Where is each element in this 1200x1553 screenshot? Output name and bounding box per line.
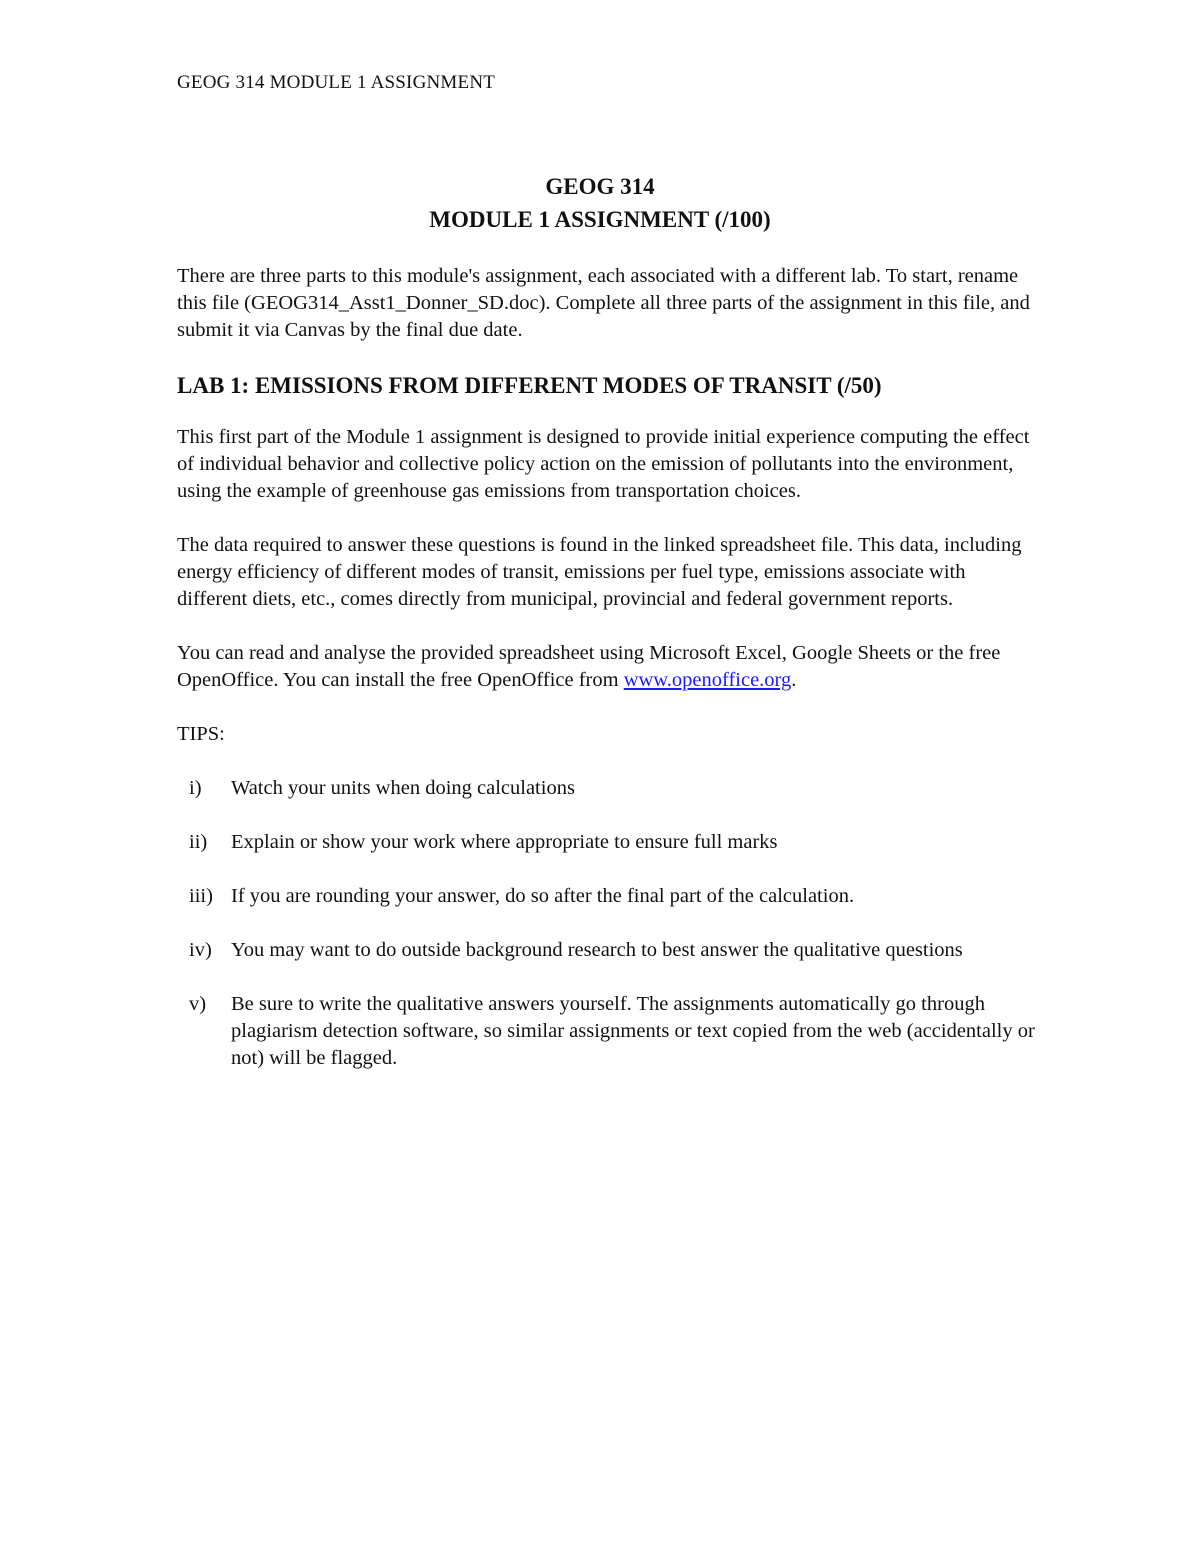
assignment-title: MODULE 1 ASSIGNMENT (/100) <box>429 207 771 232</box>
tip-marker: ii) <box>189 831 208 853</box>
tip-marker: iv) <box>189 939 212 961</box>
tip-text: Watch your units when doing calculations <box>231 777 575 799</box>
tip-text: You may want to do outside background research to best answer the qualitative questions <box>231 939 963 961</box>
lab1-paragraph-3 <box>177 640 1037 694</box>
tip-item <box>177 883 1037 910</box>
running-header: GEOG 314 MODULE 1 ASSIGNMENT <box>177 72 496 93</box>
tips-list <box>177 775 1037 1072</box>
lab1-paragraph-2: The data required to answer these questions is found in the linked spreadsheet file. This data, including energy efficiency of different modes of transit, emissions per fuel type, emissions associate with different diets, etc., comes directly from municipal, provincial and federal government reports. <box>177 534 1022 610</box>
tip-text: If you are rounding your answer, do so after the final part of the calculation. <box>231 885 855 907</box>
lab1-paragraph-1: This first part of the Module 1 assignment is designed to provide initial experience computing the effect of individual behavior and collective policy action on the emission of pollutants into the environment, using the example of greenhouse gas emissions from transportation choices. <box>177 426 1030 502</box>
tip-item <box>177 829 1037 856</box>
title-block <box>0 170 1200 236</box>
lab1-heading: LAB 1: EMISSIONS FROM DIFFERENT MODES OF TRANSIT (/50) <box>177 373 882 398</box>
openoffice-link[interactable]: www.openoffice.org <box>623 669 792 691</box>
tip-marker: v) <box>189 993 207 1015</box>
course-title: GEOG 314 <box>545 174 655 199</box>
tip-marker: iii) <box>189 885 213 907</box>
tip-item <box>177 775 1037 802</box>
tips-label: TIPS: <box>177 723 225 745</box>
tip-marker: i) <box>189 777 202 799</box>
tip-text: Be sure to write the qualitative answers yourself. The assignments automatically go through plagiarism detection software, so similar assignments or text copied from the web (accidentally or not) will be flagged. <box>231 993 1035 1069</box>
lab1-paragraph-3-end: . <box>791 669 797 691</box>
intro-paragraph: There are three parts to this module's assignment, each associated with a different lab. To start, rename this file (GEOG314_Asst1_Donner_SD.doc). Complete all three parts of the assignment in this file, and submit it via Canvas by the final due date. <box>177 265 1030 341</box>
document-body <box>177 263 1037 1099</box>
tip-text: Explain or show your work where appropriate to ensure full marks <box>231 831 778 853</box>
lab1-paragraph-3-text: You can read and analyse the provided spreadsheet using Microsoft Excel, Google Sheets or the free OpenOffice. You can install the free OpenOffice from <box>177 642 1001 691</box>
tip-item <box>177 937 1037 964</box>
tip-item <box>177 991 1037 1072</box>
